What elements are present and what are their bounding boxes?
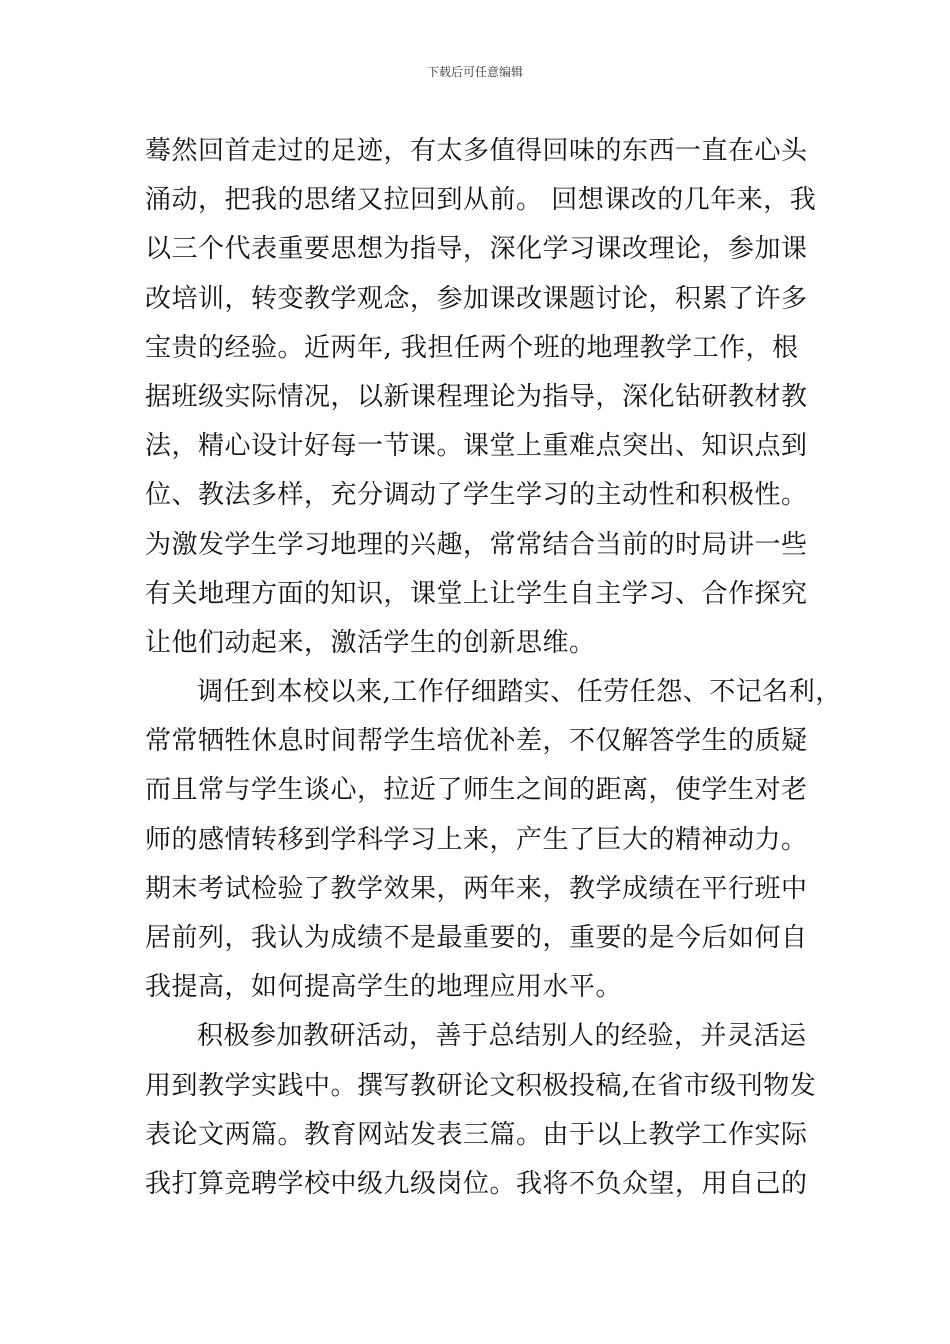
page-header-note: 下载后可任意编辑 xyxy=(426,65,523,79)
text-line: 为激发学生学习地理的兴趣，常常结合当前的时局讲一些 xyxy=(145,529,808,560)
paragraph-start-line: 积极参加教研活动，善于总结别人的经验，并灵活运 xyxy=(197,1021,807,1052)
text-line: 用到教学实践中。撰写教研论文积极投稿,在省市级刊物发 xyxy=(145,1070,817,1101)
text-line: 位、教法多样，充分调动了学生学习的主动性和积极性。 xyxy=(145,480,808,511)
text-line: 以三个代表重要思想为指导，深化学习课改理论，参加课 xyxy=(145,234,808,265)
text-line: 让他们动起来，激活学生的创新思维。 xyxy=(145,627,596,658)
text-line: 涌动，把我的思绪又拉回到从前。 回想课改的几年来，我 xyxy=(145,185,817,216)
text-line: 改培训，转变教学观念，参加课改课题讨论，积累了许多 xyxy=(145,283,808,314)
text-line: 据班级实际情况，以新课程理论为指导，深化钻研教材教 xyxy=(145,381,808,412)
text-line: 蓦然回首走过的足迹，有太多值得回味的东西一直在心头 xyxy=(145,136,808,166)
text-line: 我提高，如何提高学生的地理应用水平。 xyxy=(145,972,623,1003)
text-line: 法，精心设计好每一节课。课堂上重难点突出、知识点到 xyxy=(145,431,808,462)
text-line: 我打算竞聘学校中级九级岗位。我将不负众望，用自己的 xyxy=(145,1168,808,1199)
paragraph-start-line: 调任到本校以来,工作仔细踏实、任劳任怨、不记名利， xyxy=(197,677,842,708)
text-line: 而且常与学生谈心，拉近了师生之间的距离，使学生对老 xyxy=(145,775,808,806)
text-line: 师的感情转移到学科学习上来，产生了巨大的精神动力。 xyxy=(145,824,808,855)
text-line: 期末考试检验了教学效果，两年来，教学成绩在平行班中 xyxy=(145,873,808,904)
text-line: 宝贵的经验。近两年, 我担任两个班的地理教学工作，根 xyxy=(145,332,799,363)
body-text xyxy=(145,127,842,1209)
text-line: 居前列，我认为成绩不是最重要的，重要的是今后如何自 xyxy=(145,923,808,953)
text-line: 表论文两篇。教育网站发表三篇。由于以上教学工作实际 xyxy=(145,1119,808,1150)
text-line: 常常牺牲休息时间帮学生培优补差，不仅解答学生的质疑 xyxy=(145,726,808,757)
text-line: 有关地理方面的知识，课堂上让学生自主学习、合作探究 xyxy=(145,578,808,609)
